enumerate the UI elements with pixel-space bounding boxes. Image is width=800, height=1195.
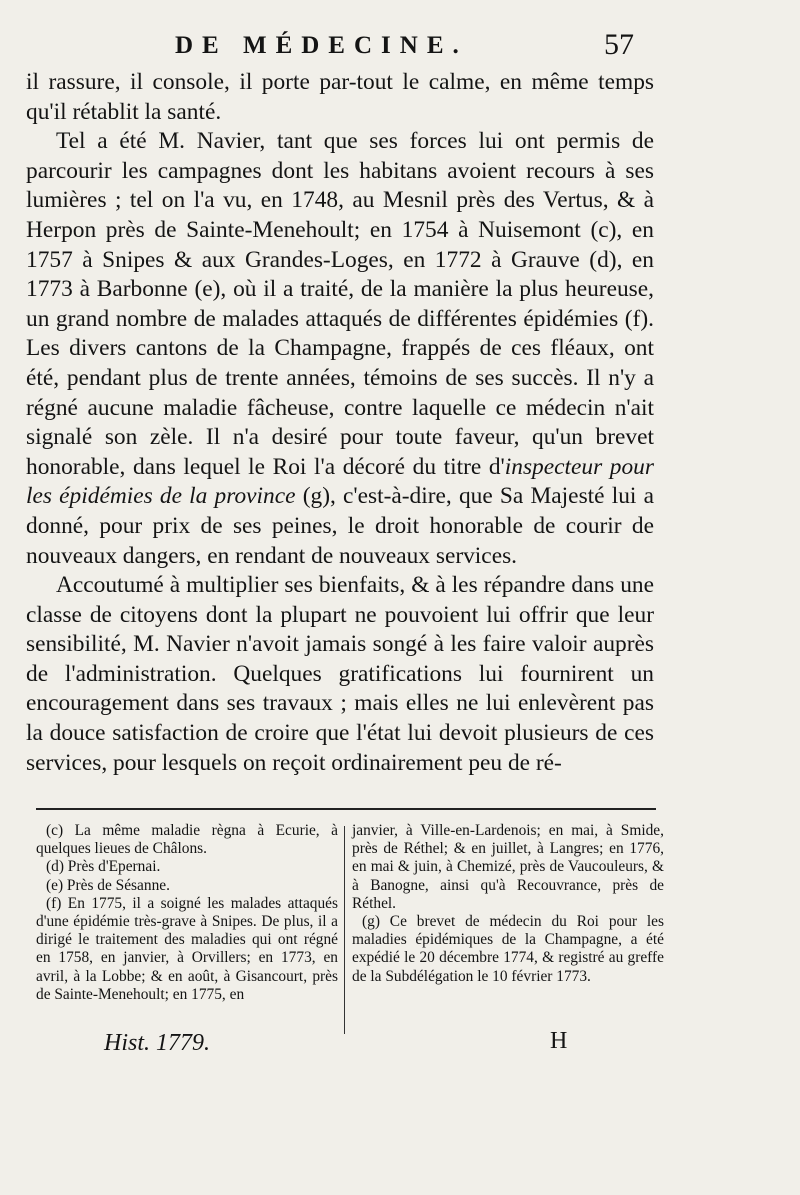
running-title: DE MÉDECINE. [175,32,468,59]
signature-mark-left: Hist. 1779. [104,1030,211,1056]
paragraph-3: Accoutumé à multiplier ses bienfaits, & à les répandre dans une classe de citoyens dont la plupart ne pouvoient lui offrir que leur sensibilité, M. Navier n'avoit jamais songé à les faire valoir auprès de l'administration. Quelques gratifications lui fournirent un encouragement dans ses travaux ; mais elles ne lui enlevèrent pas la douce satisfaction de croire que l'état lui devoit plusieurs de ces services, pour lesquels on reçoit ordinairement peu de ré- [26,572,654,776]
footnote-e: (e) Près de Sésanne. [46,876,170,894]
footnote-f-continued: janvier, à Ville-en-Lardenois; en mai, à Smide, près de Réthel; & en juillet, à Langres; en 1776, en mai & juin, à Chemizé, près de Vaucouleurs, & à Banogne, ainsi qu'à Recouvrance, près de Réthel. [352,822,664,912]
main-text [26,68,654,778]
column-divider [344,826,345,1034]
footnote-c: (c) La même maladie règna à Ecurie, à quelques lieues de Châlons. [36,822,338,858]
footnote-g: (g) Ce brevet de médecin du Roi pour les maladies épidémiques de la Champagne, a été expédié le 20 décembre 1774, & registré au greffe de la Subdélégation le 10 février 1773. [352,913,664,985]
paragraph-1: il rassure, il console, il porte par-tout le calme, en même temps qu'il rétablit la santé. [26,69,654,125]
signature-mark-right: H [550,1028,568,1054]
paragraph-2 [26,127,654,571]
footnote-f: (f) En 1775, il a soigné les malades attaqués d'une épidémie très-grave à Snipes. De plus, il a dirigé le traitement des maladies qui ont régné en 1758, en janvier, à Orvillers; en 1773, en avril, à la Lobbe; & en août, à Gisancourt, près de Sainte-Menehoult; en 1775, en [36,894,338,1003]
paragraph-2-text: Tel a été M. Navier, tant que ses forces lui ont permis de parcourir les campagnes dont les habitans avoient recours à ses lumières ; tel on l'a vu, en 1748, au Mesnil près des Vertus, & à Herpon près de Sainte-Menehoult; en 1754 à Nuisemont (c), en 1757 à Snipes & aux Grandes-Loges, en 1772 à Grauve (d), en 1773 à Barbonne (e), où il a traité, de la manière la plus heureuse, un grand nombre de malades attaqués de différentes épidémies (f). Les divers cantons de la Champagne, frappés de ces fléaux, ont été, pendant plus de trente années, témoins de ses succès. Il n'y a régné aucune maladie fâcheuse, contre laquelle ce médecin n'ait signalé son zèle. Il n'a desiré pour toute faveur, qu'un brevet honorable, dans lequel le Roi l'a décoré du titre d' [26,128,654,480]
paragraph-2-italic-title: inspecteur pour les épidémies de la province [26,453,654,510]
footnote-rule [36,808,656,810]
footnote-d: (d) Près d'Epernai. [46,858,161,876]
running-head [0,28,800,68]
footnotes [36,822,664,1062]
page-number: 57 [604,28,634,61]
paragraph-2-continuation: (g), c'est-à-dire, que Sa Majesté lui a donné, pour prix de ses peines, le droit honorable de courir de nouveaux dangers, en rendant de nouveaux services. [26,483,655,569]
footnotes-left-column [36,822,338,1004]
footnotes-right-column [352,822,664,986]
